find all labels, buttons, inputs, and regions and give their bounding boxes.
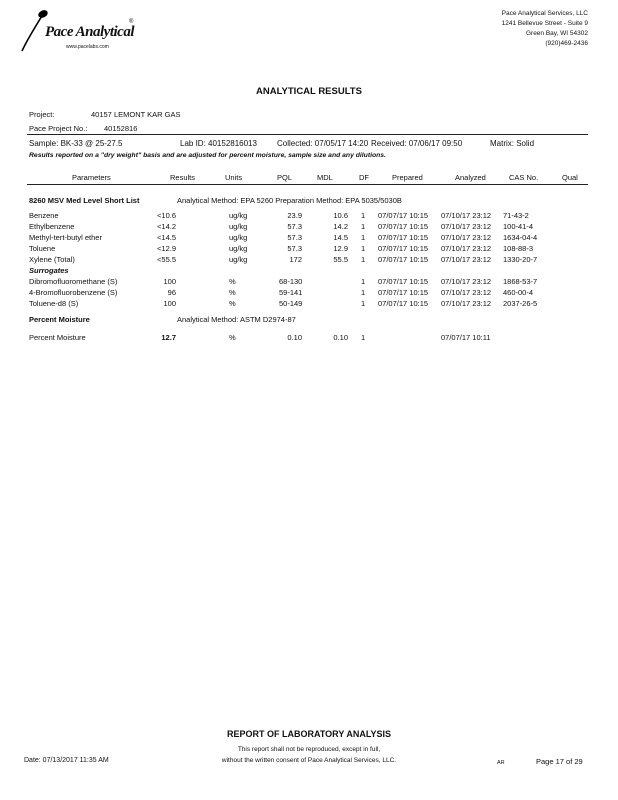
cell-result: <55.5 xyxy=(157,255,176,264)
results-note: Results reported on a "dry weight" basis and are adjusted for percent moisture, sample size and any dilutions. xyxy=(29,152,386,159)
logo-text: Pace Analytical xyxy=(45,24,135,40)
cell-units: % xyxy=(229,299,236,308)
cell-result: <14.2 xyxy=(157,222,176,231)
table-row xyxy=(0,255,618,265)
cell-cas: 108-88-3 xyxy=(503,244,534,253)
header-mdl: MDL xyxy=(317,173,333,182)
cell-parameter: Methyl-tert-butyl ether xyxy=(29,233,102,242)
cell-df: 1 xyxy=(361,288,366,297)
header-analyzed: Analyzed xyxy=(455,173,486,182)
cell-units: ug/kg xyxy=(229,244,248,253)
cell-result: 12.7 xyxy=(161,333,176,342)
cell-df: 1 xyxy=(361,277,366,286)
table-row xyxy=(0,244,618,254)
project-value: 40157 LEMONT KAR GAS xyxy=(91,110,181,119)
cell-mdl: 14.5 xyxy=(333,233,348,242)
cell-limits: 68-130 xyxy=(279,277,303,286)
sample-id: Sample: BK-33 @ 25-27.5 xyxy=(29,139,123,148)
cell-mdl: 12.9 xyxy=(333,244,348,253)
cell-parameter: Benzene xyxy=(29,211,59,220)
pace-project-value: 40152816 xyxy=(104,124,138,133)
cell-analyzed: 07/10/17 23:12 xyxy=(441,288,492,297)
reproduce-notice-line2: without the written consent of Pace Analytical Services, LLC. xyxy=(221,757,397,764)
cell-analyzed: 07/10/17 23:12 xyxy=(441,222,492,231)
cell-cas: 460-00-4 xyxy=(503,288,534,297)
cell-df: 1 xyxy=(361,333,366,342)
cell-units: ug/kg xyxy=(229,255,248,264)
cell-result: 100 xyxy=(163,299,176,308)
cell-analyzed: 07/10/17 23:12 xyxy=(441,277,492,286)
table-row xyxy=(0,333,618,343)
address-line: Green Bay, WI 54302 xyxy=(525,30,588,37)
table-row xyxy=(0,277,618,287)
cell-pql: 172 xyxy=(289,255,302,264)
header-prepared: Prepared xyxy=(392,173,423,182)
cell-mdl: 10.6 xyxy=(333,211,348,220)
cell-parameter: Percent Moisture xyxy=(29,333,86,342)
cell-prepared: 07/07/17 10:15 xyxy=(378,222,429,231)
header-cas: CAS No. xyxy=(509,173,539,182)
section-name: Percent Moisture xyxy=(29,315,90,324)
cell-analyzed: 07/10/17 23:12 xyxy=(441,299,492,308)
cell-result: <14.5 xyxy=(157,233,176,242)
table-row xyxy=(0,233,618,243)
matrix: Matrix: Solid xyxy=(490,139,535,148)
cell-pql: 57.3 xyxy=(287,222,302,231)
lab-address xyxy=(502,9,588,49)
cell-cas: 71-43-2 xyxy=(503,211,529,220)
table-row xyxy=(0,288,618,298)
cell-units: % xyxy=(229,277,236,286)
collected-date: Collected: 07/05/17 14:20 xyxy=(277,139,369,148)
address-line: 1241 Bellevue Street - Suite 9 xyxy=(501,20,588,27)
header-df: DF xyxy=(359,173,369,182)
project-label: Project: xyxy=(29,110,55,119)
cell-cas: 1330-20-7 xyxy=(503,255,538,264)
cell-parameter: Xylene (Total) xyxy=(29,255,75,264)
reproduce-notice-line1: This report shall not be reproduced, except in full, xyxy=(237,746,381,753)
section-method: Analytical Method: ASTM D2974-87 xyxy=(177,315,296,324)
cell-parameter: Toluene xyxy=(29,244,56,253)
cell-cas: 1868-53-7 xyxy=(503,277,538,286)
header-qual: Qual xyxy=(562,173,578,182)
cell-df: 1 xyxy=(361,222,366,231)
cell-mdl: 0.10 xyxy=(333,333,348,342)
header-underline xyxy=(27,184,588,185)
cell-parameter: 4-Bromofluorobenzene (S) xyxy=(29,288,118,297)
header-units: Units xyxy=(225,173,243,182)
analyst-initials: AR xyxy=(497,760,505,766)
cell-mdl: 14.2 xyxy=(333,222,348,231)
cell-units: ug/kg xyxy=(229,233,248,242)
cell-df: 1 xyxy=(361,233,366,242)
pace-project-label: Pace Project No.: xyxy=(29,124,88,133)
cell-cas: 2037-26-5 xyxy=(503,299,538,308)
cell-units: % xyxy=(229,333,236,342)
cell-result: 100 xyxy=(163,277,176,286)
section-name: 8260 MSV Med Level Short List xyxy=(29,196,140,205)
cell-analyzed: 07/07/17 10:11 xyxy=(441,333,491,342)
section-method: Analytical Method: EPA 5260 Preparation Method: EPA 5035/5030B xyxy=(177,196,402,205)
cell-cas: 1634-04-4 xyxy=(503,233,538,242)
cell-limits: 59-141 xyxy=(279,288,303,297)
report-title: REPORT OF LABORATORY ANALYSIS xyxy=(226,729,392,739)
cell-parameter: Dibromofluoromethane (S) xyxy=(29,277,118,286)
cell-pql: 57.3 xyxy=(287,233,302,242)
cell-analyzed: 07/10/17 23:12 xyxy=(441,233,492,242)
cell-mdl: 55.5 xyxy=(333,255,348,264)
logo-registered-mark: ® xyxy=(129,19,134,25)
report-date: Date: 07/13/2017 11:35 AM xyxy=(24,757,109,764)
cell-limits: 50-149 xyxy=(279,299,303,308)
header-results: Results xyxy=(170,173,196,182)
cell-units: ug/kg xyxy=(229,222,248,231)
cell-pql: 23.9 xyxy=(287,211,302,220)
cell-analyzed: 07/10/17 23:12 xyxy=(441,255,492,264)
divider xyxy=(27,134,588,135)
cell-result: <10.6 xyxy=(157,211,176,220)
cell-df: 1 xyxy=(361,299,366,308)
cell-df: 1 xyxy=(361,244,366,253)
address-line: (920)469-2436 xyxy=(545,40,588,47)
header-pql: PQL xyxy=(277,173,293,182)
cell-prepared: 07/07/17 10:15 xyxy=(378,244,429,253)
cell-prepared: 07/07/17 10:15 xyxy=(378,299,429,308)
cell-units: % xyxy=(229,288,236,297)
table-row xyxy=(0,222,618,232)
cell-df: 1 xyxy=(361,211,366,220)
cell-prepared: 07/07/17 10:15 xyxy=(378,288,429,297)
cell-prepared: 07/07/17 10:15 xyxy=(378,233,429,242)
cell-pql: 57.3 xyxy=(287,244,302,253)
address-line: Pace Analytical Services, LLC xyxy=(501,10,588,17)
cell-df: 1 xyxy=(361,255,366,264)
cell-prepared: 07/07/17 10:15 xyxy=(378,277,429,286)
cell-parameter: Ethylbenzene xyxy=(29,222,75,231)
cell-result: <12.9 xyxy=(157,244,176,253)
surrogates-label: Surrogates xyxy=(29,266,69,275)
lab-id: Lab ID: 40152816013 xyxy=(180,139,257,148)
cell-parameter: Toluene-d8 (S) xyxy=(29,299,79,308)
header-parameters: Parameters xyxy=(72,173,111,182)
lab-logo xyxy=(18,6,138,56)
table-row xyxy=(0,211,618,221)
cell-cas: 100-41-4 xyxy=(503,222,534,231)
page-title: ANALYTICAL RESULTS xyxy=(256,86,362,97)
page-number: Page 17 of 29 xyxy=(536,757,583,766)
cell-prepared: 07/07/17 10:15 xyxy=(378,211,429,220)
cell-result: 96 xyxy=(167,288,176,297)
cell-units: ug/kg xyxy=(229,211,248,220)
lab-website: www.pacelabs.com xyxy=(66,44,109,50)
cell-pql: 0.10 xyxy=(287,333,302,342)
table-row xyxy=(0,299,618,309)
cell-analyzed: 07/10/17 23:12 xyxy=(441,211,492,220)
received-date: Received: 07/06/17 09:50 xyxy=(371,139,463,148)
cell-prepared: 07/07/17 10:15 xyxy=(378,255,429,264)
cell-analyzed: 07/10/17 23:12 xyxy=(441,244,492,253)
column-headers xyxy=(0,173,618,183)
